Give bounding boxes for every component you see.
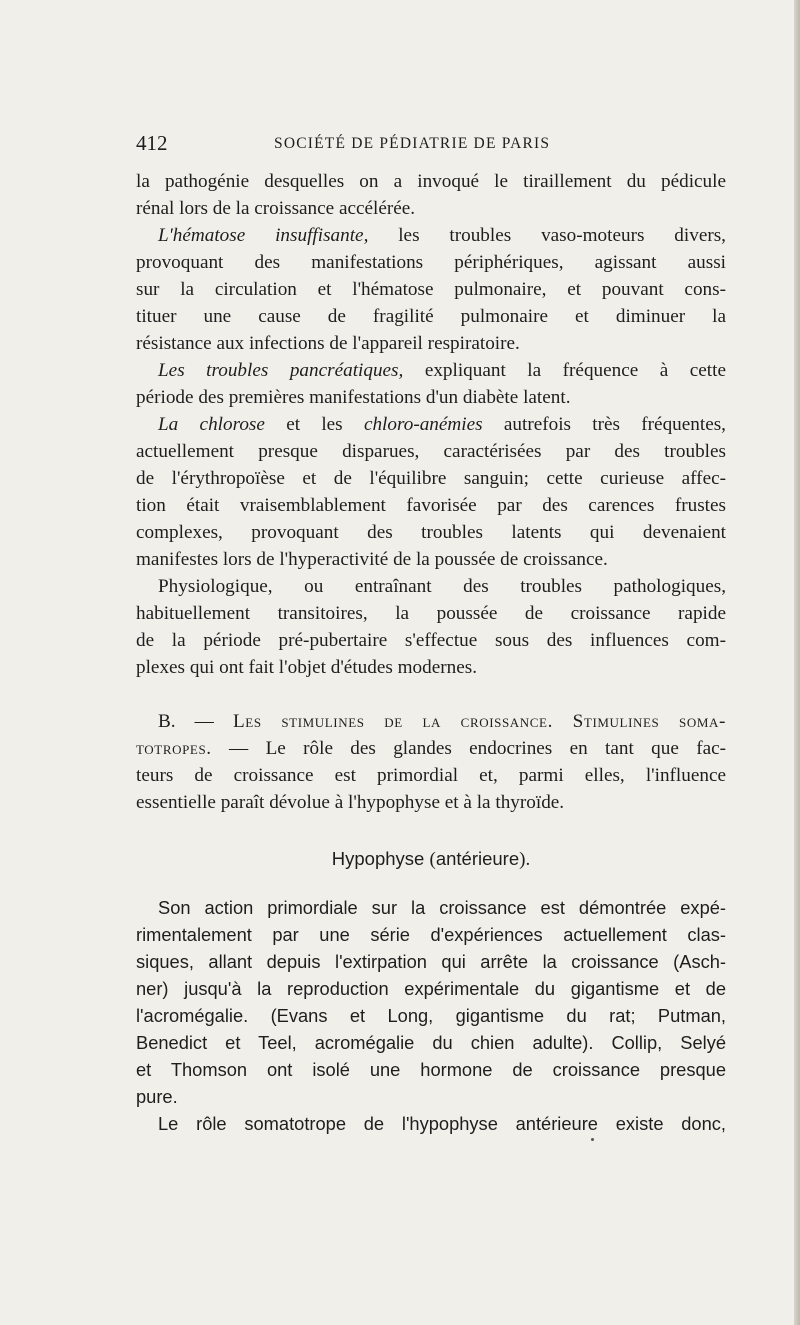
section-title: Les stimulines de la croissance. Stimulines soma- <box>232 711 727 732</box>
text-line: plexes qui ont fait l'objet d'études modernes. <box>136 657 478 678</box>
text-line: Le rôle somatotrope de l'hypophyse antérieure existe donc, <box>158 1113 726 1134</box>
text-line: l'acromégalie. (Evans et Long, gigantisme du rat; Putman, <box>136 1005 726 1026</box>
text-line: actuellement presque disparues, caractérisées par des troubles <box>136 441 726 462</box>
text-line: tituer une cause de fragilité pulmonaire et diminuer la <box>136 306 726 327</box>
text-line: ner) jusqu'à la reproduction expérimentale du gigantisme et de <box>136 978 726 999</box>
text-line: rénal lors de la croissance accélérée. <box>136 198 416 219</box>
text-line: tion était vraisemblablement favorisée par des carences frustes <box>136 495 726 516</box>
body-text-section-3 <box>136 894 726 1137</box>
italic-term: La chlorose <box>158 414 265 435</box>
text-line: rimentalement par une série d'expériences actuellement clas- <box>136 924 726 945</box>
text-line: La chlorose et les chloro-anémies autrefois très fréquentes, <box>158 414 726 435</box>
page-number: 412 <box>136 131 168 155</box>
text-line: habituellement transitoires, la poussée de croissance rapide <box>136 603 726 624</box>
text-line: Physiologique, ou entraînant des troubles pathologiques, <box>158 576 726 597</box>
text-line: Les troubles pancréatiques, expliquant la fréquence à cette <box>158 360 726 381</box>
text-line: manifestes lors de l'hyperactivité de la poussée de croissance. <box>136 549 608 570</box>
text-line: provoquant des manifestations périphériques, agissant aussi <box>136 252 726 273</box>
ink-dot <box>591 1138 594 1141</box>
text-line: et Thomson ont isolé une hormone de croissance presque <box>136 1059 726 1080</box>
page-header <box>136 131 726 159</box>
text-line: siques, allant depuis l'extirpation qui arrête la croissance (Asch- <box>136 951 726 972</box>
page-edge <box>794 0 800 1325</box>
italic-term: Les troubles pancréatiques, <box>158 360 404 381</box>
text-line: teurs de croissance est primordial et, parmi elles, l'influence <box>136 765 726 786</box>
text-line: sur la circulation et l'hématose pulmonaire, et pouvant cons- <box>136 279 726 300</box>
text-line: essentielle paraît dévolue à l'hypophyse et à la thyroïde. <box>136 792 565 813</box>
body-text-section-2 <box>136 708 726 816</box>
text-line: la pathogénie desquelles on a invoqué le tiraillement du pédicule <box>136 171 726 192</box>
text-line: de l'érythropoïèse et de l'équilibre sanguin; cette curieuse affec- <box>136 468 726 489</box>
text-line: période des premières manifestations d'un diabète latent. <box>136 387 571 408</box>
body-text-section-1 <box>136 168 726 681</box>
text-line: Son action primordiale sur la croissance est démontrée expé- <box>158 897 726 918</box>
text-line: totropes. — Le rôle des glandes endocrines en tant que fac- <box>136 738 727 759</box>
italic-term: chloro-anémies <box>363 414 483 435</box>
text-line: complexes, provoquant des troubles latents qui devenaient <box>136 522 726 543</box>
text-line: résistance aux infections de l'appareil respiratoire. <box>136 333 520 354</box>
subsection-heading: Hypophyse (antérieure). <box>331 848 531 870</box>
section-title-line: B. — Les stimulines de la croissance. Stimulines soma- <box>158 711 727 732</box>
text-line: Benedict et Teel, acromégalie du chien adulte). Collip, Selyé <box>136 1032 726 1053</box>
running-title: SOCIÉTÉ DE PÉDIATRIE DE PARIS <box>274 135 551 152</box>
text-line: pure. <box>136 1086 178 1107</box>
italic-term: L'hématose insuffisante, <box>158 225 369 246</box>
text-line: de la période pré-pubertaire s'effectue sous des influences com- <box>136 630 726 651</box>
text-line: L'hématose insuffisante, les troubles vaso-moteurs divers, <box>158 225 726 246</box>
